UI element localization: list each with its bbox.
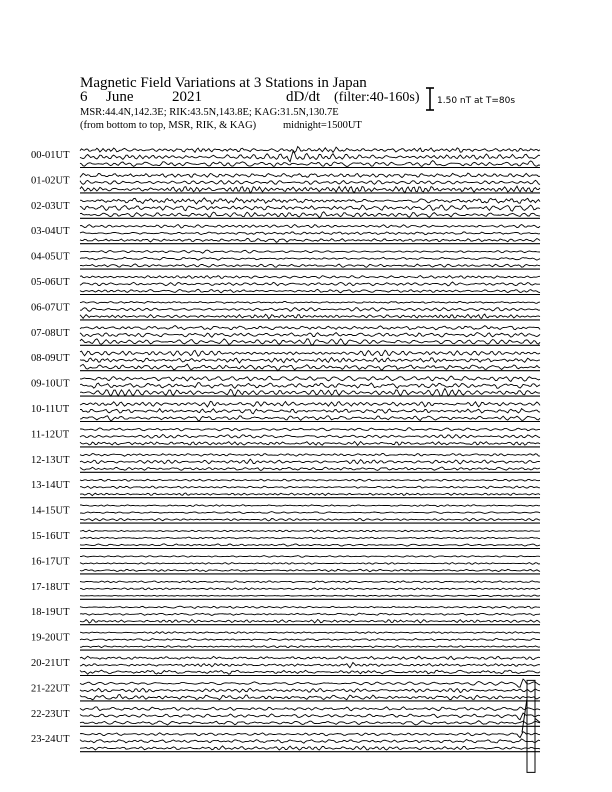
trace-order-note: (from bottom to top, MSR, RIK, & KAG) <box>80 120 257 131</box>
station-trace-rik <box>80 613 540 615</box>
station-trace-kag <box>80 173 540 177</box>
station-trace-msr <box>80 595 540 596</box>
station-trace-msr <box>80 569 540 571</box>
date-day: 6 <box>80 89 88 105</box>
station-trace-kag <box>80 606 540 608</box>
row-label: 11-12UT <box>31 429 70 441</box>
station-trace-rik <box>80 232 540 235</box>
station-trace-kag <box>80 147 540 153</box>
trace-rows <box>31 147 540 773</box>
station-trace-msr <box>80 746 540 750</box>
station-trace-kag <box>80 656 540 660</box>
station-trace-msr <box>80 364 540 371</box>
date-year: 2021 <box>172 89 202 105</box>
row-label: 19-20UT <box>31 632 70 644</box>
row-label: 00-01UT <box>31 150 70 161</box>
station-trace-kag <box>80 326 540 330</box>
station-trace-msr <box>80 416 540 421</box>
row-label: 18-19UT <box>31 607 70 619</box>
station-trace-msr <box>80 721 540 725</box>
station-trace-msr <box>80 467 540 471</box>
row-label: 12-13UT <box>31 454 70 466</box>
station-trace-msr <box>80 670 540 674</box>
station-trace-rik <box>80 333 540 338</box>
row-label: 09-10UT <box>31 378 70 390</box>
station-trace-msr <box>80 289 540 293</box>
station-trace-rik <box>80 459 540 464</box>
station-trace-rik <box>80 663 540 668</box>
row-label: 23-24UT <box>31 734 70 746</box>
station-trace-msr <box>80 695 540 700</box>
station-trace-rik <box>80 257 540 260</box>
station-trace-rik <box>80 486 540 489</box>
station-trace-msr <box>80 544 540 546</box>
station-trace-rik <box>80 151 540 162</box>
stations-list: MSR:44.4N,142.3E; RIK:43.5N,143.8E; KAG:31.5N,130.7E <box>80 107 339 118</box>
station-trace-rik <box>80 537 540 539</box>
station-trace-kag <box>80 479 540 481</box>
row-label: 16-17UT <box>31 556 70 568</box>
station-trace-rik <box>80 713 540 720</box>
row-label: 21-22UT <box>31 683 70 695</box>
row-label: 10-11UT <box>31 404 70 415</box>
station-trace-msr <box>80 238 540 242</box>
row-label: 13-14UT <box>31 480 70 492</box>
station-trace-kag <box>80 530 540 532</box>
station-trace-kag <box>80 428 540 431</box>
station-trace-msr <box>80 339 540 346</box>
station-trace-rik <box>80 512 540 514</box>
station-trace-rik <box>80 563 540 565</box>
row-label: 14-15UT <box>31 505 70 517</box>
station-trace-msr <box>80 519 540 521</box>
station-trace-rik <box>80 358 540 363</box>
component-label: dD/dt <box>286 89 321 105</box>
station-trace-rik <box>80 434 540 438</box>
station-trace-kag <box>80 276 540 279</box>
midnight-note: midnight=1500UT <box>283 120 362 131</box>
row-label: 15-16UT <box>31 531 70 542</box>
station-trace-msr <box>80 314 540 318</box>
station-trace-rik <box>80 639 540 641</box>
station-trace-rik <box>80 739 540 743</box>
station-trace-msr <box>80 264 540 267</box>
date-month: June <box>106 89 134 105</box>
station-trace-msr <box>80 493 540 496</box>
station-trace-kag <box>80 707 540 711</box>
row-label: 05-06UT <box>31 277 70 288</box>
row-label: 02-03UT <box>31 200 70 212</box>
station-trace-kag <box>80 401 540 407</box>
station-trace-kag <box>80 198 540 204</box>
scale-bar-label: 1.50 nT at T=80s <box>437 96 516 106</box>
station-trace-kag <box>80 376 540 381</box>
station-trace-kag <box>80 302 540 304</box>
row-label: 22-23UT <box>31 708 70 720</box>
station-trace-kag <box>80 556 540 558</box>
station-trace-msr <box>80 646 540 648</box>
station-trace-msr <box>80 620 540 624</box>
station-trace-kag <box>80 350 540 356</box>
station-trace-rik <box>80 383 540 389</box>
scale-bar <box>426 88 434 110</box>
station-trace-rik <box>80 688 540 692</box>
station-trace-rik <box>80 205 540 211</box>
row-label: 20-21UT <box>31 658 70 669</box>
row-label: 17-18UT <box>31 581 70 593</box>
station-trace-kag <box>80 632 540 634</box>
station-trace-msr <box>80 186 540 193</box>
station-trace-kag <box>80 225 540 229</box>
station-trace-msr <box>80 442 540 446</box>
station-trace-msr <box>80 389 540 397</box>
row-label: 07-08UT <box>31 327 70 339</box>
station-trace-kag <box>80 250 540 253</box>
station-trace-rik <box>80 282 540 286</box>
row-label: 04-05UT <box>31 251 70 263</box>
row-label: 03-04UT <box>31 226 70 238</box>
station-trace-rik <box>80 180 540 184</box>
station-trace-kag <box>80 454 540 457</box>
row-label: 08-09UT <box>31 353 70 365</box>
station-trace-rik <box>80 308 540 312</box>
station-trace-kag <box>80 679 540 687</box>
row-label: 01-02UT <box>31 175 70 187</box>
station-trace-kag <box>80 732 540 738</box>
chart-title: Magnetic Field Variations at 3 Stations in Japan <box>80 75 367 91</box>
station-trace-rik <box>80 409 540 414</box>
station-trace-msr <box>80 161 540 167</box>
row-label: 06-07UT <box>31 302 70 314</box>
station-trace-msr <box>80 212 540 218</box>
station-trace-kag <box>80 505 540 507</box>
station-trace-rik <box>80 588 540 590</box>
filter-label: (filter:40-160s) <box>334 90 420 105</box>
station-trace-kag <box>80 581 540 583</box>
